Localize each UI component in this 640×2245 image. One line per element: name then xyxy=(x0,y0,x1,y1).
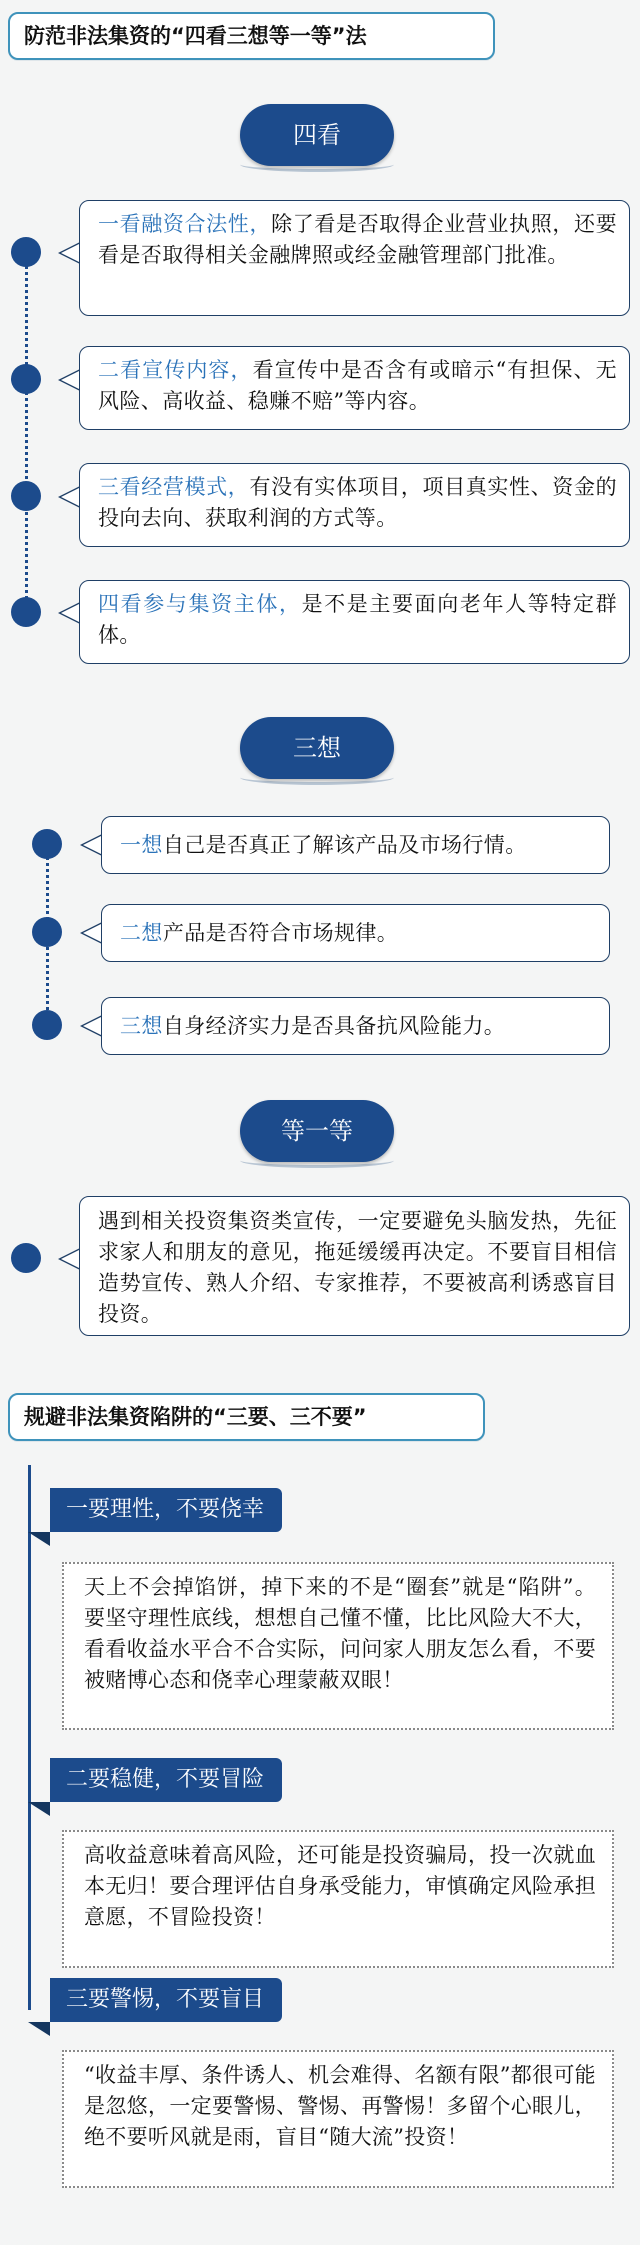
think-1-highlight: 一想 xyxy=(120,833,163,857)
look-2-text: 看宣传中是否含有或暗示“有担保、无风险、高收益、稳赚不赔”等内容。 xyxy=(98,358,617,413)
look-4-highlight: 四看参与集资主体， xyxy=(98,592,302,616)
look-card-2 xyxy=(79,346,630,430)
rule-1-text: 天上不会掉馅饼，掉下来的不是“圈套”就是“陷阱”。要坚守理性底线，想想自己懂不懂，比比风险大不大，看看收益水平合不合实际，问问家人朋友怎么看，不要被赌博心态和侥幸心理蒙蔽双眼！ xyxy=(84,1575,596,1692)
look-3-highlight: 三看经营模式， xyxy=(98,475,250,499)
four-looks-timeline xyxy=(25,253,28,613)
think-1-text: 自己是否真正了解该产品及市场行情。 xyxy=(162,833,527,857)
timeline-dot xyxy=(32,829,62,859)
pointer-arrow xyxy=(58,602,80,624)
timeline-dot xyxy=(11,481,41,511)
rule-tag-1: 一要理性，不要侥幸 xyxy=(50,1488,282,1532)
think-2-highlight: 二想 xyxy=(120,921,163,945)
rule-box-1 xyxy=(62,1562,614,1730)
rule-2-text: 高收益意味着高风险，还可能是投资骗局，投一次就血本无归！要合理评估自身承受能力，审慎确定风险承担意愿，不冒险投资！ xyxy=(84,1843,596,1929)
wait-text: 遇到相关投资集资类宣传，一定要避免头脑发热，先征求家人和朋友的意见，拖延缓缓再决定。不要盲目相信造势宣传、熟人介绍、专家推荐，不要被高利诱惑盲目投资。 xyxy=(98,1209,617,1326)
think-card-2 xyxy=(101,904,610,962)
rule-box-2 xyxy=(62,1830,614,1968)
look-card-1 xyxy=(79,200,630,316)
section2-timeline xyxy=(28,1465,31,2010)
timeline-dot xyxy=(32,917,62,947)
pointer-arrow xyxy=(80,1015,102,1037)
rule-tag-3: 三要警惕，不要盲目 xyxy=(50,1978,282,2022)
rule-box-3 xyxy=(62,2050,614,2188)
think-card-1 xyxy=(101,816,610,874)
pointer-arrow xyxy=(58,486,80,508)
rule-3-text: “收益丰厚、条件诱人、机会难得、名额有限”都很可能是忽悠，一定要警惕、警惕、再警惕！多留个心眼儿，绝不要听风就是雨，盲目“随大流”投资！ xyxy=(84,2063,596,2149)
timeline-dot xyxy=(11,237,41,267)
pointer-arrow xyxy=(80,834,102,856)
think-2-text: 产品是否符合市场规律。 xyxy=(162,921,399,945)
look-4-text: 是不是主要面向老年人等特定群体。 xyxy=(98,592,617,647)
pointer-arrow xyxy=(58,369,80,391)
wait-card xyxy=(79,1196,630,1336)
four-looks-label: 四看 xyxy=(240,104,394,166)
look-card-3 xyxy=(79,463,630,547)
rule-tag-2: 二要稳健，不要冒险 xyxy=(50,1758,282,1802)
look-3-text: 有没有实体项目，项目真实性、资金的投向去向、获取利润的方式等。 xyxy=(98,475,617,530)
pointer-arrow xyxy=(58,242,80,264)
section2-title: 规避非法集资陷阱的“三要、三不要” xyxy=(8,1393,485,1441)
section1-title: 防范非法集资的“四看三想等一等”法 xyxy=(8,12,495,60)
timeline-dot xyxy=(32,1010,62,1040)
pointer-arrow xyxy=(80,922,102,944)
think-card-3 xyxy=(101,997,610,1055)
look-1-text: 除了看是否取得企业营业执照，还要看是否取得相关金融牌照或经金融管理部门批准。 xyxy=(98,212,617,267)
three-thinks-label: 三想 xyxy=(240,717,394,779)
timeline-dot xyxy=(11,1243,41,1273)
wait-label: 等一等 xyxy=(240,1100,394,1162)
look-2-highlight: 二看宣传内容， xyxy=(98,358,253,382)
think-3-text: 自身经济实力是否具备抗风险能力。 xyxy=(162,1014,506,1038)
timeline-dot xyxy=(11,597,41,627)
think-3-highlight: 三想 xyxy=(120,1014,163,1038)
look-card-4 xyxy=(79,580,630,664)
timeline-dot xyxy=(11,364,41,394)
look-1-highlight: 一看融资合法性， xyxy=(98,212,272,236)
pointer-arrow xyxy=(58,1248,80,1270)
